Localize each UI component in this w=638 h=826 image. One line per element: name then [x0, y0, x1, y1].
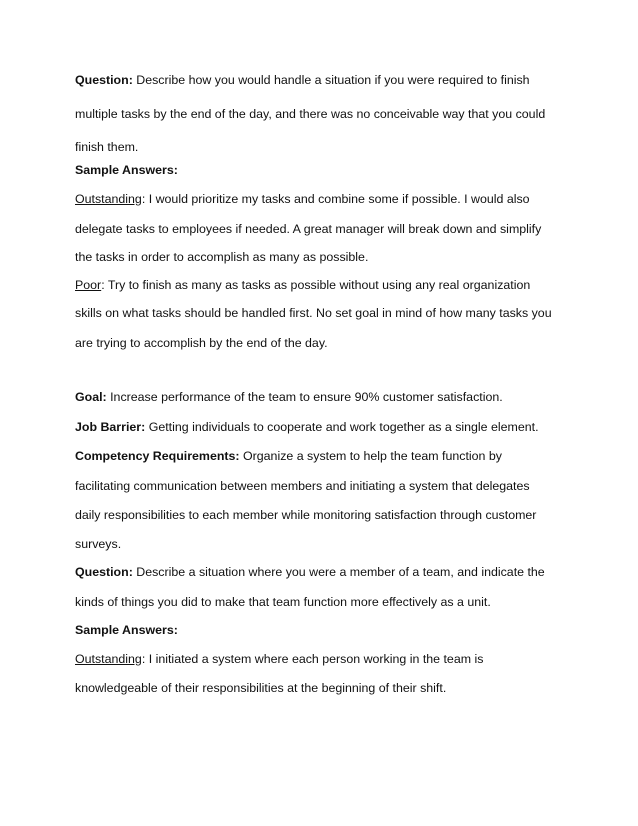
question-2-line-2: kinds of things you did to make that team function more effectively as a unit.	[75, 595, 491, 609]
competency-line-1	[75, 449, 598, 464]
question-2-line-1	[75, 565, 598, 580]
outstanding-label: Outstanding	[75, 652, 142, 666]
question-text: Describe how you would handle a situation if you were required to finish	[132, 73, 530, 87]
sample-answers-label: Sample Answers:	[75, 623, 178, 637]
competency-line-2: facilitating communication between members and initiating a system that delegates	[75, 479, 530, 493]
goal-text: Increase performance of the team to ensure 90% customer satisfaction.	[106, 390, 503, 404]
sample-answers-label: Sample Answers:	[75, 163, 178, 177]
job-barrier-label: Job Barrier:	[75, 420, 146, 434]
sample-answers-heading-2	[75, 623, 598, 638]
outstanding-answer-1-line-3: the tasks in order to accomplish as many as possible.	[75, 250, 369, 264]
competency-line-3: daily responsibilities to each member while monitoring satisfaction through customer	[75, 508, 537, 522]
question-1-line-1	[75, 73, 598, 88]
poor-label: Poor	[75, 278, 102, 292]
competency-text: Organize a system to help the team function by	[239, 449, 502, 463]
job-barrier-line	[75, 420, 598, 435]
poor-text: : Try to finish as many as tasks as possible without using any real organization	[101, 278, 531, 292]
job-barrier-text: Getting individuals to cooperate and work together as a single element.	[145, 420, 539, 434]
outstanding-answer-2-line-1	[75, 652, 598, 667]
question-label: Question:	[75, 565, 133, 579]
question-1-line-2: multiple tasks by the end of the day, and there was no conceivable way that you could	[75, 107, 546, 121]
competency-line-4: surveys.	[75, 537, 122, 551]
poor-answer-1-line-2: skills on what tasks should be handled first. No set goal in mind of how many tasks you	[75, 306, 552, 320]
goal-line	[75, 390, 598, 405]
sample-answers-heading-1	[75, 163, 598, 178]
poor-answer-1-line-1	[75, 278, 598, 293]
outstanding-text: : I initiated a system where each person working in the team is	[141, 652, 484, 666]
outstanding-answer-1-line-1	[75, 192, 598, 207]
question-1-line-3: finish them.	[75, 140, 139, 154]
poor-answer-1-line-3: are trying to accomplish by the end of the day.	[75, 336, 328, 350]
competency-label: Competency Requirements:	[75, 449, 240, 463]
outstanding-answer-2-line-2: knowledgeable of their responsibilities at the beginning of their shift.	[75, 681, 447, 695]
goal-label: Goal:	[75, 390, 107, 404]
outstanding-text: : I would prioritize my tasks and combine some if possible. I would also	[141, 192, 530, 206]
outstanding-answer-1-line-2: delegate tasks to employees if needed. A great manager will break down and simplify	[75, 222, 542, 236]
outstanding-label: Outstanding	[75, 192, 142, 206]
question-label: Question:	[75, 73, 133, 87]
question-text: Describe a situation where you were a member of a team, and indicate the	[132, 565, 545, 579]
